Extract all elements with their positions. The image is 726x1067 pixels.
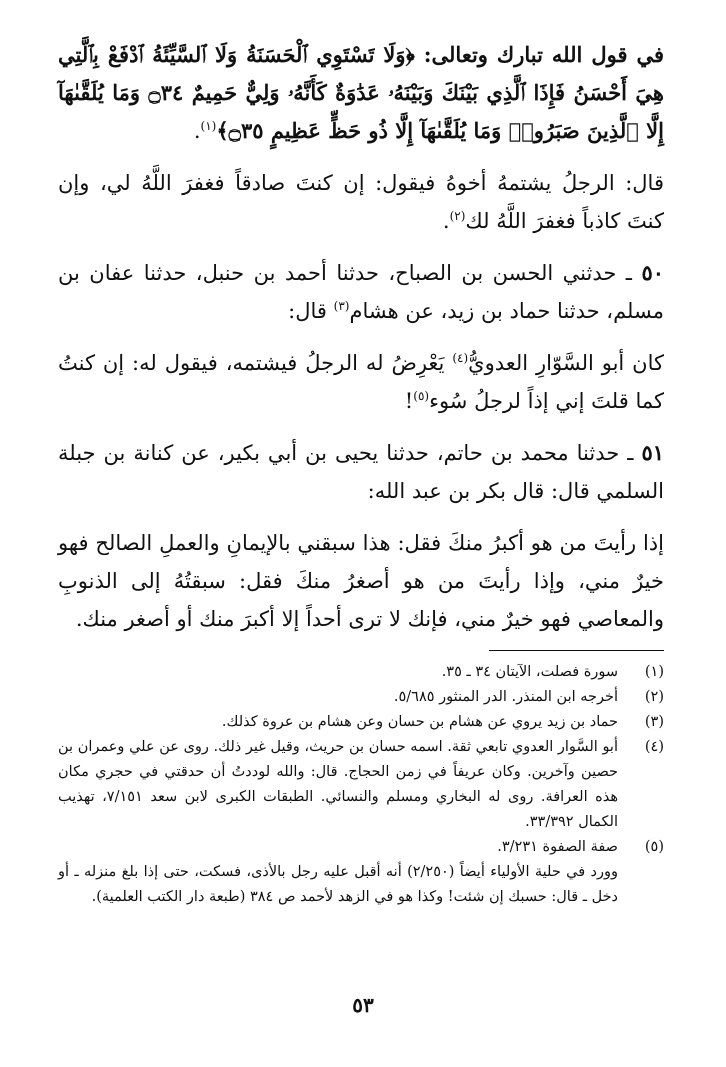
footnote-ref-2[interactable]: (٢) bbox=[449, 209, 466, 223]
narration-text-b: يَعْرِضُ له الرجلُ فيشتمه، فيقول له: إن كنتُ كما قلتَ إني إذاً لرجلُ سُوء bbox=[58, 351, 664, 413]
footnote-text: صفة الصفوة ٣/٢٣١. bbox=[497, 839, 618, 855]
footnote-number: (٤) bbox=[644, 739, 664, 755]
punct: . bbox=[193, 119, 201, 143]
footnote-number: (١) bbox=[644, 664, 664, 680]
footnote-text: سورة فصلت، الآيتان ٣٤ ـ ٣٥. bbox=[441, 664, 618, 680]
isnad-text: ـ حدثني الحسن بن الصباح، حدثنا أحمد بن حنبل، حدثنا عفان بن مسلم، حدثنا حماد بن زيد، عن هشام bbox=[58, 261, 664, 323]
footnote-ref-5[interactable]: (٥) bbox=[413, 389, 430, 403]
footnote-number: (٣) bbox=[644, 714, 664, 730]
footnote-number: (٢) bbox=[644, 689, 664, 705]
footnote-divider bbox=[489, 650, 664, 651]
hadith-number: ٥٠ bbox=[641, 260, 664, 285]
punct: . bbox=[442, 209, 450, 233]
footnote-4 bbox=[58, 735, 664, 835]
paragraph-abu-sawwar bbox=[58, 344, 664, 420]
paragraph-saying bbox=[58, 164, 664, 240]
punct: ! bbox=[404, 389, 414, 413]
footnote-5-continuation: وورد في حلية الأولياء أيضاً (٢/٢٥٠) أنه أقبل عليه رجل بالأذى، فسكت، حتى إذا بلغ منزله ـ أو دخل ـ قال: حسبك إن شئت! وكذا هو في الزهد لأحمد ص ٣٨٤ (طبعة دار الكتب العلمية). bbox=[58, 864, 618, 905]
footnote-ref-3[interactable]: (٣) bbox=[333, 299, 350, 313]
saying-text: قال: الرجلُ يشتمهُ أخوهُ فيقول: إن كنتَ صادقاً فغفرَ اللَّهُ لي، وإن كنتَ كاذباً فغفرَ اللَّهُ لك bbox=[58, 171, 664, 233]
footnote-text: أخرجه ابن المنذر. الدر المنثور ٥/٦٨٥. bbox=[393, 689, 618, 705]
narration-text-a: كان أبو السَّوّارِ العدويُّ bbox=[468, 351, 664, 375]
footnote-3 bbox=[58, 710, 664, 735]
footnote-ref-4[interactable]: (٤) bbox=[452, 351, 469, 365]
footnote-ref-1[interactable]: (١) bbox=[200, 119, 217, 133]
isnad-end: قال: bbox=[288, 299, 334, 323]
paragraph-bakr bbox=[58, 524, 664, 638]
hadith-51 bbox=[58, 434, 664, 510]
hadith-number: ٥١ bbox=[641, 440, 664, 465]
footnote-text: أبو السَّوار العدوي تابعي ثقة. اسمه حسان بن حريث، وقيل غير ذلك. روى عن علي وعمران بن حصين وآخرين. وكان عريفاً في زمن الحجاج. قال: والله لوددتُ أن حدقتي في حجري مكان هذه العرافة. روى له البخاري ومسلم والنسائي. الطبقات الكبرى لابن سعد ٧/١٥١، تهذيب الكمال ٣٣/٣٩٢. bbox=[58, 739, 618, 830]
quran-verse: في قول الله تبارك وتعالى: ﴿وَلَا تَسْتَوِي ٱلْحَسَنَةُ وَلَا ٱلسَّيِّئَةُ ٱدْفَعْ بِٱلَّتِي هِيَ أَحْسَنُ فَإِذَا ٱلَّذِي بَيْنَكَ وَبَيْنَهُۥ عَدَٰوَةٌ كَأَنَّهُۥ وَلِيٌّ حَمِيمٌ ۝٣٤ وَمَا يُلَقَّىٰهَآ إِلَّا ٱلَّذِينَ صَبَرُوا۟ وَمَا يُلَقَّىٰهَآ إِلَّا ذُو حَظٍّ عَظِيمٍ ۝٣٥﴾ bbox=[58, 42, 664, 143]
hadith-50 bbox=[58, 254, 664, 330]
isnad-text: ـ حدثنا محمد بن حاتم، حدثنا يحيى بن أبي بكير، عن كنانة بن جبلة السلمي قال: قال بكر بن عبد الله: bbox=[58, 441, 664, 503]
footnote-5 bbox=[58, 835, 664, 860]
paragraph-quran bbox=[58, 36, 664, 150]
footnote-number: (٥) bbox=[644, 839, 664, 855]
footnotes bbox=[58, 660, 664, 910]
page-number: ٥٣ bbox=[352, 993, 374, 1017]
footnote-text: حماد بن زيد يروي عن هشام بن حسان وعن هشام بن عروة كذلك. bbox=[221, 714, 618, 730]
footnote-1 bbox=[58, 660, 664, 685]
saying-text: إذا رأيتَ من هو أكبرُ منكَ فقل: هذا سبقني بالإيمانِ والعملِ الصالح فهو خيرٌ مني، وإذا رأيتَ من هو أصغرُ منكَ فقل: سبقتُهُ إلى الذنوبِ والمعاصي فهو خيرٌ مني، فإنك لا ترى أحداً إلا أكبرَ منك أو أصغر منك. bbox=[58, 531, 664, 631]
footnote-2 bbox=[58, 685, 664, 710]
